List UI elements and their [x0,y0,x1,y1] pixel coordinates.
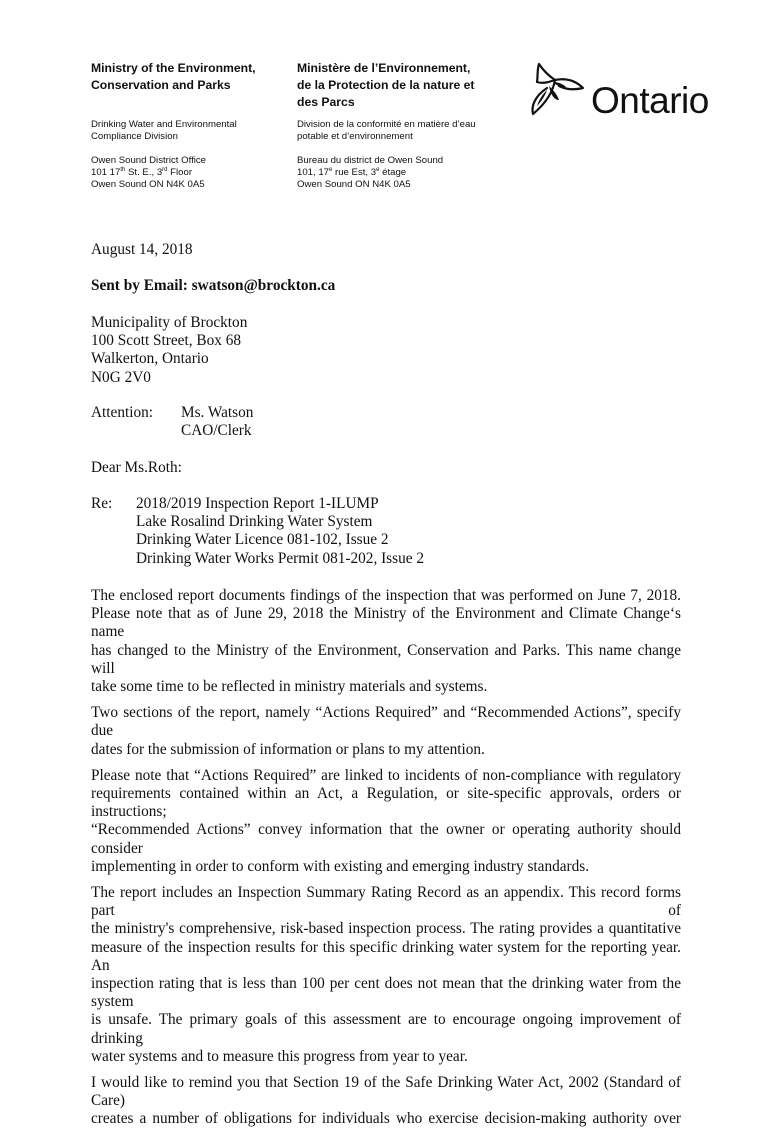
re-label: Re: [91,495,113,512]
letter-date: August 14, 2018 [91,241,193,258]
letterhead-french [297,60,507,190]
paragraph-standard-of-care: I would like to remind you that Section 19 of the Safe Drinking Water Act, 2002 (Standard of Care) creates a number of obligations for individuals who exercise decision-making authority over [91,1074,681,1128]
recipient-address: Municipality of Brockton 100 Scott Street, Box 68 Walkerton, Ontario N0G 2V0 [91,314,248,386]
division-name-french: Division de la conformité en matière d’eau potable et d’environnement [297,119,476,142]
ministry-name-english: Ministry of the Environment, Conservation and Parks [91,61,256,92]
letter-body [91,587,681,1137]
salutation: Dear Ms.Roth: [91,459,182,476]
ontario-wordmark: Ontario [591,80,709,121]
paragraph-due-dates: Two sections of the report, namely “Actions Required” and “Recommended Actions”, specify due dates for the submission of information or plans to my attention. [91,704,681,758]
ontario-logo [525,60,720,130]
paragraph-rating-record: The report includes an Inspection Summary Rating Record as an appendix. This record forms part of the ministry's comprehensive, risk-based inspection process. The rating provides a quantitative measure of the inspection results for this specific drinking water system for the reporting year. An inspection rating that is less than 100 per cent does not mean that the drinking water from the system is unsafe. The primary goals of this assessment are to encourage ongoing improvement of drinking water systems and to measure this progress from year to year. [91,884,681,1065]
trillium-icon [525,60,591,130]
office-address-french: Bureau du district de Owen Sound 101, 17e rue Est, 3e étage Owen Sound ON N4K 0A5 [297,155,444,190]
attention-recipient: Ms. Watson CAO/Clerk [181,404,254,440]
sent-by-email: Sent by Email: swatson@brockton.ca [91,277,336,294]
division-name-english: Drinking Water and Environmental Compliance Division [91,119,237,142]
attention-label: Attention: [91,404,154,421]
ministry-name-french: Ministère de l’Environnement, de la Protection de la nature et des Parcs [297,61,475,109]
paragraph-actions-required: Please note that “Actions Required” are linked to incidents of non-compliance with regulatory requirements contained within an Act, a Regulation, or site-specific approvals, orders or instructions; “Recommended Actions” convey information that the owner or operating authority should consider implementing in order to conform with existing and emerging industry standards. [91,766,681,875]
paragraph-inspection-findings: The enclosed report documents findings of the inspection that was performed on June 7, 2018. Please note that as of June 29, 2018 the Ministry of the Environment and Climate Change‘s name has changed to the Ministry of the Environment, Conservation and Parks. This name change will take some time to be reflected in ministry materials and systems. [91,587,681,696]
re-subject: 2018/2019 Inspection Report 1-ILUMP Lake Rosalind Drinking Water System Drinking Water Licence 081-102, Issue 2 Drinking Water Works Permit 081-202, Issue 2 [136,495,425,567]
letterhead-english [91,60,281,190]
office-address-english: Owen Sound District Office 101 17th St. E., 3rd Floor Owen Sound ON N4K 0A5 [91,155,206,190]
